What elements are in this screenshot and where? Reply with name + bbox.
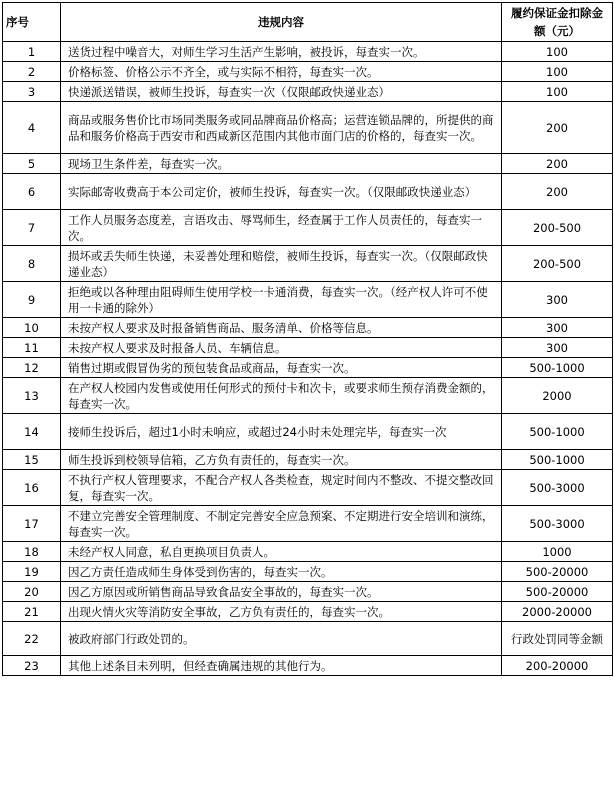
table-header-row [3, 3, 613, 42]
row-deduction-amount: 500-3000 [502, 470, 613, 506]
row-serial-number: 8 [3, 246, 61, 282]
row-violation-content: 其他上述条目未列明，但经查确属违规的其他行为。 [61, 656, 502, 676]
row-serial-number: 9 [3, 282, 61, 318]
row-deduction-amount: 500-20000 [502, 562, 613, 582]
row-serial-number: 5 [3, 154, 61, 174]
row-serial-number: 3 [3, 82, 61, 102]
row-violation-content: 出现火情火灾等消防安全事故，乙方负有责任的，每查实一次。 [61, 602, 502, 622]
table-row [3, 246, 613, 282]
row-deduction-amount: 行政处罚同等金额 [502, 622, 613, 656]
row-serial-number: 22 [3, 622, 61, 656]
row-violation-content: 不执行产权人管理要求，不配合产权人各类检查，规定时间内不整改、不提交整改回复，每查实一次。 [61, 470, 502, 506]
row-violation-content: 未按产权人要求及时报备销售商品、服务清单、价格等信息。 [61, 318, 502, 338]
row-violation-content: 商品或服务售价比市场同类服务或同品牌商品价格高；运营连锁品牌的，所提供的商品和服务价格高于西安市和西咸新区范围内其他市面门店的价格的，每查实一次。 [61, 102, 502, 154]
row-violation-content: 未按产权人要求及时报备人员、车辆信息。 [61, 338, 502, 358]
table-row [3, 414, 613, 450]
table-row [3, 282, 613, 318]
table-row [3, 562, 613, 582]
row-deduction-amount: 300 [502, 338, 613, 358]
row-serial-number: 7 [3, 210, 61, 246]
row-deduction-amount: 500-1000 [502, 358, 613, 378]
row-deduction-amount: 200-500 [502, 246, 613, 282]
table-row [3, 582, 613, 602]
row-deduction-amount: 2000-20000 [502, 602, 613, 622]
row-deduction-amount: 500-1000 [502, 414, 613, 450]
table-row [3, 338, 613, 358]
row-violation-content: 在产权人校园内发售或使用任何形式的预付卡和次卡，或要求师生预存消费金额的，每查实一次。 [61, 378, 502, 414]
row-deduction-amount: 300 [502, 318, 613, 338]
table-row [3, 622, 613, 656]
table-row [3, 102, 613, 154]
row-violation-content: 损坏或丢失师生快递，未妥善处理和赔偿，被师生投诉，每查实一次。（仅限邮政快递业态） [61, 246, 502, 282]
row-deduction-amount: 500-1000 [502, 450, 613, 470]
table-row [3, 82, 613, 102]
row-deduction-amount: 100 [502, 82, 613, 102]
table-row [3, 602, 613, 622]
row-violation-content: 快递派送错误，被师生投诉，每查实一次（仅限邮政快递业态） [61, 82, 502, 102]
table-row [3, 154, 613, 174]
row-deduction-amount: 200 [502, 102, 613, 154]
header-violation-content: 违规内容 [61, 3, 502, 42]
header-deduction-amount: 履约保证金扣除金额（元） [502, 3, 613, 42]
row-serial-number: 17 [3, 506, 61, 542]
table-row [3, 542, 613, 562]
table-row [3, 42, 613, 62]
row-deduction-amount: 200-500 [502, 210, 613, 246]
table-row [3, 318, 613, 338]
row-serial-number: 18 [3, 542, 61, 562]
row-violation-content: 未经产权人同意，私自更换项目负责人。 [61, 542, 502, 562]
table-row [3, 450, 613, 470]
row-serial-number: 4 [3, 102, 61, 154]
row-violation-content: 因乙方责任造成师生身体受到伤害的，每查实一次。 [61, 562, 502, 582]
row-violation-content: 销售过期或假冒伪劣的预包装食品或商品，每查实一次。 [61, 358, 502, 378]
table-row [3, 210, 613, 246]
row-serial-number: 15 [3, 450, 61, 470]
row-serial-number: 16 [3, 470, 61, 506]
row-deduction-amount: 500-20000 [502, 582, 613, 602]
table-row [3, 174, 613, 210]
row-violation-content: 现场卫生条件差，每查实一次。 [61, 154, 502, 174]
row-serial-number: 2 [3, 62, 61, 82]
row-serial-number: 19 [3, 562, 61, 582]
row-violation-content: 因乙方原因或所销售商品导致食品安全事故的，每查实一次。 [61, 582, 502, 602]
row-deduction-amount: 100 [502, 62, 613, 82]
header-serial-number: 序号 [3, 3, 61, 42]
row-deduction-amount: 1000 [502, 542, 613, 562]
row-violation-content: 送货过程中噪音大，对师生学习生活产生影响，被投诉，每查实一次。 [61, 42, 502, 62]
table-row [3, 470, 613, 506]
row-serial-number: 12 [3, 358, 61, 378]
row-serial-number: 11 [3, 338, 61, 358]
table-row [3, 358, 613, 378]
row-violation-content: 工作人员服务态度差，言语攻击、辱骂师生，经查属于工作人员责任的，每查实一次。 [61, 210, 502, 246]
row-violation-content: 实际邮寄收费高于本公司定价，被师生投诉，每查实一次。（仅限邮政快递业态） [61, 174, 502, 210]
table-row [3, 656, 613, 676]
row-deduction-amount: 100 [502, 42, 613, 62]
row-violation-content: 接师生投诉后，超过1小时未响应，或超过24小时未处理完毕，每查实一次 [61, 414, 502, 450]
table-row [3, 62, 613, 82]
row-violation-content: 不建立完善安全管理制度、不制定完善安全应急预案、不定期进行安全培训和演练，每查实一次。 [61, 506, 502, 542]
row-violation-content: 拒绝或以各种理由阻碍师生使用学校一卡通消费，每查实一次。（经产权人许可不使用一卡通的除外） [61, 282, 502, 318]
row-serial-number: 21 [3, 602, 61, 622]
row-violation-content: 被政府部门行政处罚的。 [61, 622, 502, 656]
row-deduction-amount: 300 [502, 282, 613, 318]
row-deduction-amount: 200 [502, 174, 613, 210]
row-serial-number: 13 [3, 378, 61, 414]
row-deduction-amount: 2000 [502, 378, 613, 414]
row-violation-content: 价格标签、价格公示不齐全，或与实际不相符，每查实一次。 [61, 62, 502, 82]
table-row [3, 506, 613, 542]
row-serial-number: 14 [3, 414, 61, 450]
row-deduction-amount: 200-20000 [502, 656, 613, 676]
table-row [3, 378, 613, 414]
violation-penalty-table [2, 2, 613, 676]
row-serial-number: 6 [3, 174, 61, 210]
row-serial-number: 20 [3, 582, 61, 602]
row-deduction-amount: 200 [502, 154, 613, 174]
row-violation-content: 师生投诉到校领导信箱，乙方负有责任的，每查实一次。 [61, 450, 502, 470]
row-serial-number: 1 [3, 42, 61, 62]
row-serial-number: 10 [3, 318, 61, 338]
row-serial-number: 23 [3, 656, 61, 676]
row-deduction-amount: 500-3000 [502, 506, 613, 542]
